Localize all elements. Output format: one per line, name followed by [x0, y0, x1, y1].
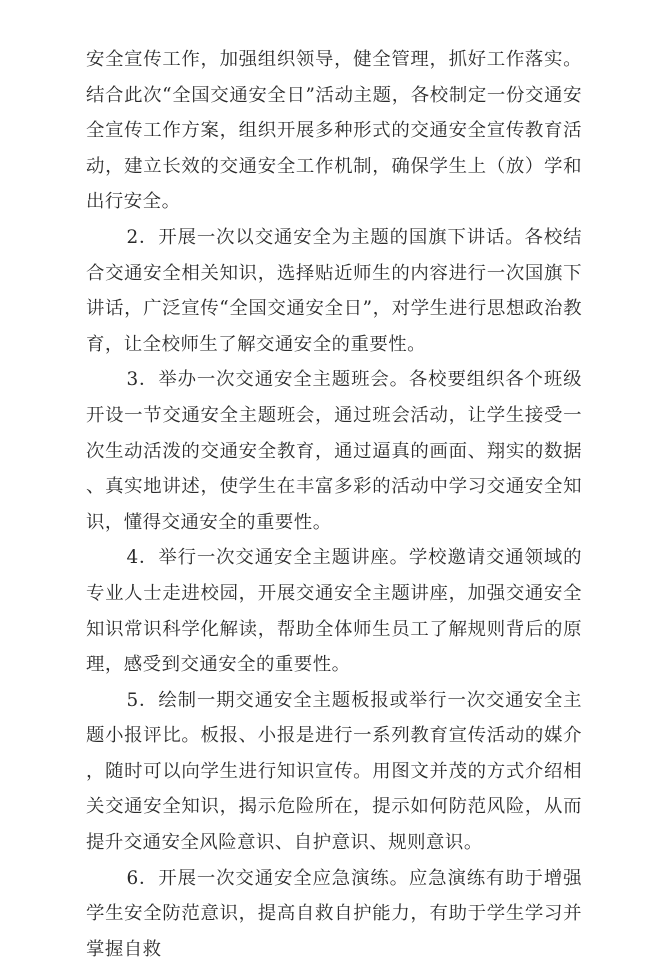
paragraph-continuation: 安全宣传工作，加强组织领导，健全管理，抓好工作落实。结合此次“全国交通安全日”活动主题，各校制定一份交通安全宣传工作方案，组织开展多种形式的交通安全宣传教育活动，建立长效的交通安全工作机制，确保学生上（放）学和出行安全。: [86, 49, 582, 213]
document-body: [86, 42, 582, 967]
paragraph-item-6: 6．开展一次交通安全应急演练。应急演练有助于增强学生安全防范意识，提高自救自护能力，有助于学生学习并掌握自救: [86, 867, 582, 960]
paragraph-item-5: 5．绘制一期交通安全主题板报或举行一次交通安全主题小报评比。板报、小报是进行一系列教育宣传活动的媒介，随时可以向学生进行知识宣传。用图文并茂的方式介绍相关交通安全知识，揭示危险所在，提示如何防范风险，从而提升交通安全风险意识、自护意识、规则意识。: [86, 689, 582, 854]
paragraph-item-2: 2．开展一次以交通安全为主题的国旗下讲话。各校结合交通安全相关知识，选择贴近师生的内容进行一次国旗下讲话，广泛宣传“全国交通安全日”，对学生进行思想政治教育，让全校师生了解交通安全的重要性。: [86, 226, 582, 355]
paragraph-item-3: 3．举办一次交通安全主题班会。各校要组织各个班级开设一节交通安全主题班会，通过班会活动，让学生接受一次生动活泼的交通安全教育，通过逼真的画面、翔实的数据、真实地讲述，使学生在丰富多彩的活动中学习交通安全知识，懂得交通安全的重要性。: [86, 369, 582, 533]
paragraph-item-4: 4．举行一次交通安全主题讲座。学校邀请交通领域的专业人士走进校园，开展交通安全主题讲座，加强交通安全知识常识科学化解读，帮助全体师生员工了解规则背后的原理，感受到交通安全的重要性。: [86, 547, 582, 676]
